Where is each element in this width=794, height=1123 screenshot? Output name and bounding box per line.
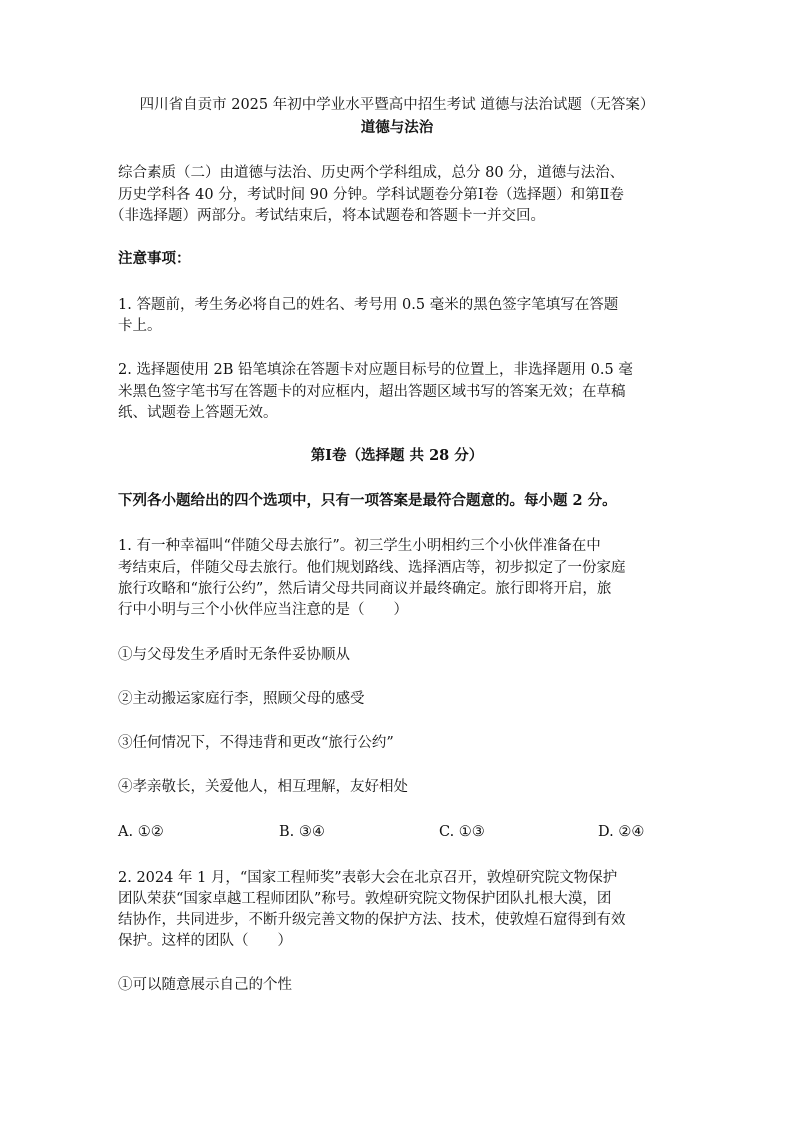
question-1-stem: 考结束后，伴随父母去旅行。他们规划路线、选择酒店等，初步拟定了一份家庭	[118, 560, 626, 576]
question-1-option-b: B. ③④	[279, 824, 325, 840]
question-2-stem: 2. 2024 年 1 月，“国家工程师奖”表彰大会在北京召开，敦煌研究院文物保护	[118, 870, 618, 886]
notice-item-2-cont: 纸、试题卷上答题无效。	[118, 405, 278, 421]
notice-item-2-cont: 米黑色签字笔书写在答题卡的对应框内，超出答题区域书写的答案无效；在草稿	[118, 384, 626, 400]
question-1-option-a: A. ①②	[118, 824, 164, 840]
notice-item-1-cont: 卡上。	[118, 318, 162, 334]
notice-item-2: 2. 选择题使用 2B 铅笔填涂在答题卡对应题目标号的位置上，非选择题用 0.5 毫	[118, 362, 633, 378]
section-instruction: 下列各小题给出的四个选项中，只有一项答案是最符合题意的。每小题 2 分。	[118, 492, 617, 509]
question-2-stem: 保护。这样的团队（ ）	[118, 933, 292, 949]
question-1-statement: ②主动搬运家庭行李，照顾父母的感受	[118, 691, 365, 707]
intro-line: 历史学科各 40 分，考试时间 90 分钟。学科试题卷分第Ⅰ卷（选择题）和第Ⅱ卷	[118, 187, 624, 203]
question-1-stem: 行中小明与三个小伙伴应当注意的是（ ）	[118, 602, 408, 618]
question-1-option-c: C. ①③	[439, 824, 485, 840]
question-1-statement: ③任何情况下，不得违背和更改“旅行公约”	[118, 735, 394, 751]
subject-heading: 道德与法治	[360, 119, 434, 136]
question-1-option-d: D. ②④	[598, 824, 645, 840]
section-title: 第Ⅰ卷（选择题 共 28 分）	[310, 447, 484, 464]
page-title: 四川省自贡市 2025 年初中学业水平暨高中招生考试 道德与法治试题（无答案）	[139, 97, 655, 113]
question-1-statement: ④孝亲敬长，关爱他人，相互理解，友好相处	[118, 779, 408, 795]
question-2-statement: ①可以随意展示自己的个性	[118, 977, 292, 993]
question-1-stem: 旅行攻略和“旅行公约”，然后请父母共同商议并最终确定。旅行即将开启，旅	[118, 581, 612, 597]
question-2-stem: 团队荣获“国家卓越工程师团队”称号。敦煌研究院文物保护团队扎根大漠，团	[118, 891, 612, 907]
question-1-statement: ①与父母发生矛盾时无条件妥协顺从	[118, 647, 350, 663]
intro-line: 综合素质（二）由道德与法治、历史两个学科组成，总分 80 分，道德与法治、	[118, 165, 625, 181]
notice-heading: 注意事项：	[118, 250, 191, 267]
intro-line: （非选择题）两部分。考试结束后，将本试题卷和答题卡一并交回。	[110, 208, 545, 224]
question-1-stem: 1. 有一种幸福叫“伴随父母去旅行”。初三学生小明相约三个小伙伴准备在中	[118, 538, 601, 554]
notice-item-1: 1. 答题前，考生务必将自己的姓名、考号用 0.5 毫米的黑色签字笔填写在答题	[118, 297, 619, 313]
question-2-stem: 结协作，共同进步，不断升级完善文物的保护方法、技术，使敦煌石窟得到有效	[118, 912, 626, 928]
